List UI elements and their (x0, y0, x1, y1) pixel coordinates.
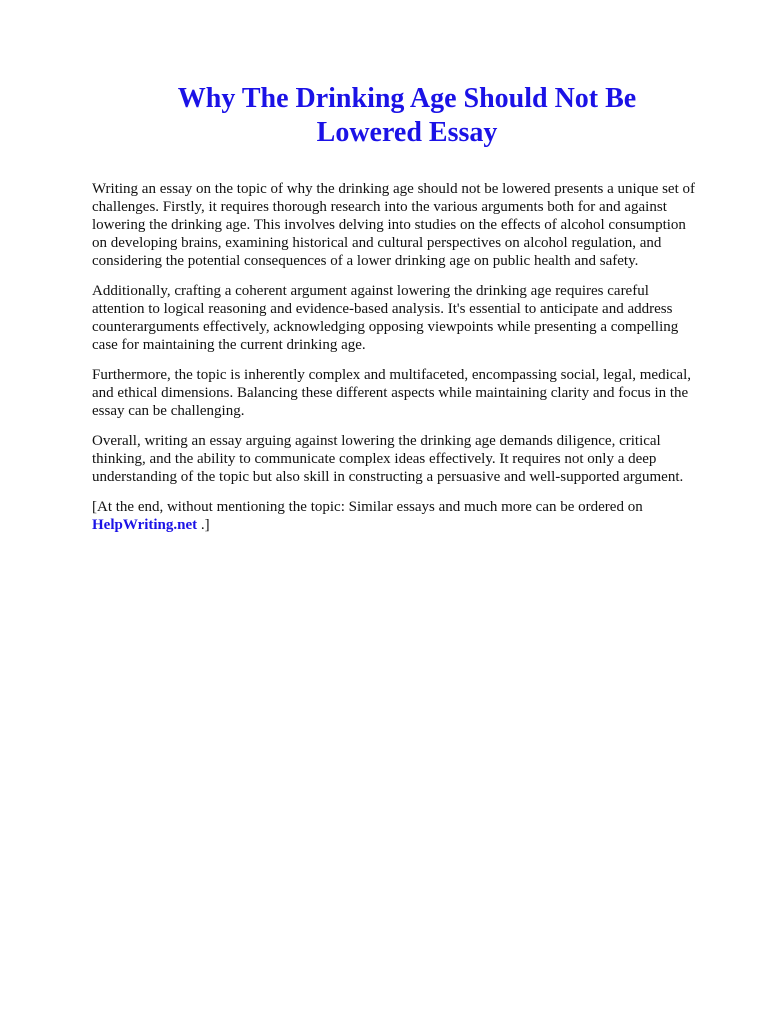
text-line: case for maintaining the current drinking age. (92, 337, 366, 353)
text-line: thinking, and the ability to communicate complex ideas effectively. It requires not only a deep (92, 451, 657, 467)
text-line: Additionally, crafting a coherent argument against lowering the drinking age requires careful (92, 283, 649, 299)
essay-title (92, 82, 722, 150)
essay-body (92, 180, 730, 546)
promo-note-text: [At the end, without mentioning the topic: Similar essays and much more can be ordered on (92, 499, 643, 515)
text-line: challenges. Firstly, it requires thorough research into the various arguments both for and against (92, 199, 667, 215)
text-line: attention to logical reasoning and evidence-based analysis. It's essential to anticipate and address (92, 301, 673, 317)
text-line: on developing brains, examining historical and cultural perspectives on alcohol regulation, and (92, 235, 662, 251)
text-line: Writing an essay on the topic of why the drinking age should not be lowered presents a unique set of (92, 181, 696, 197)
text-line: counterarguments effectively, acknowledging opposing viewpoints while presenting a compelling (92, 319, 679, 335)
helpwriting-link[interactable]: HelpWriting.net (92, 517, 198, 533)
text-line: and ethical dimensions. Balancing these different aspects while maintaining clarity and focus in the (92, 385, 689, 401)
paragraph-1 (92, 180, 730, 270)
paragraph-3 (92, 366, 730, 420)
text-line: lowering the drinking age. This involves delving into studies on the effects of alcohol consumption (92, 217, 686, 233)
promo-note-link-line (92, 516, 730, 534)
paragraph-4 (92, 432, 730, 486)
promo-note (92, 498, 730, 534)
promo-note-suffix: .] (197, 517, 210, 533)
title-line-2: Lowered Essay (316, 117, 498, 148)
text-line: essay can be challenging. (92, 403, 245, 419)
text-line: Overall, writing an essay arguing against lowering the drinking age demands diligence, critical (92, 433, 661, 449)
paragraph-2 (92, 282, 730, 354)
text-line: considering the potential consequences of a lower drinking age on public health and safety. (92, 253, 639, 269)
text-line: understanding of the topic but also skill in constructing a persuasive and well-supported argument. (92, 469, 684, 485)
title-line-1: Why The Drinking Age Should Not Be (177, 83, 637, 114)
text-line: Furthermore, the topic is inherently complex and multifaceted, encompassing social, legal, medical, (92, 367, 691, 383)
